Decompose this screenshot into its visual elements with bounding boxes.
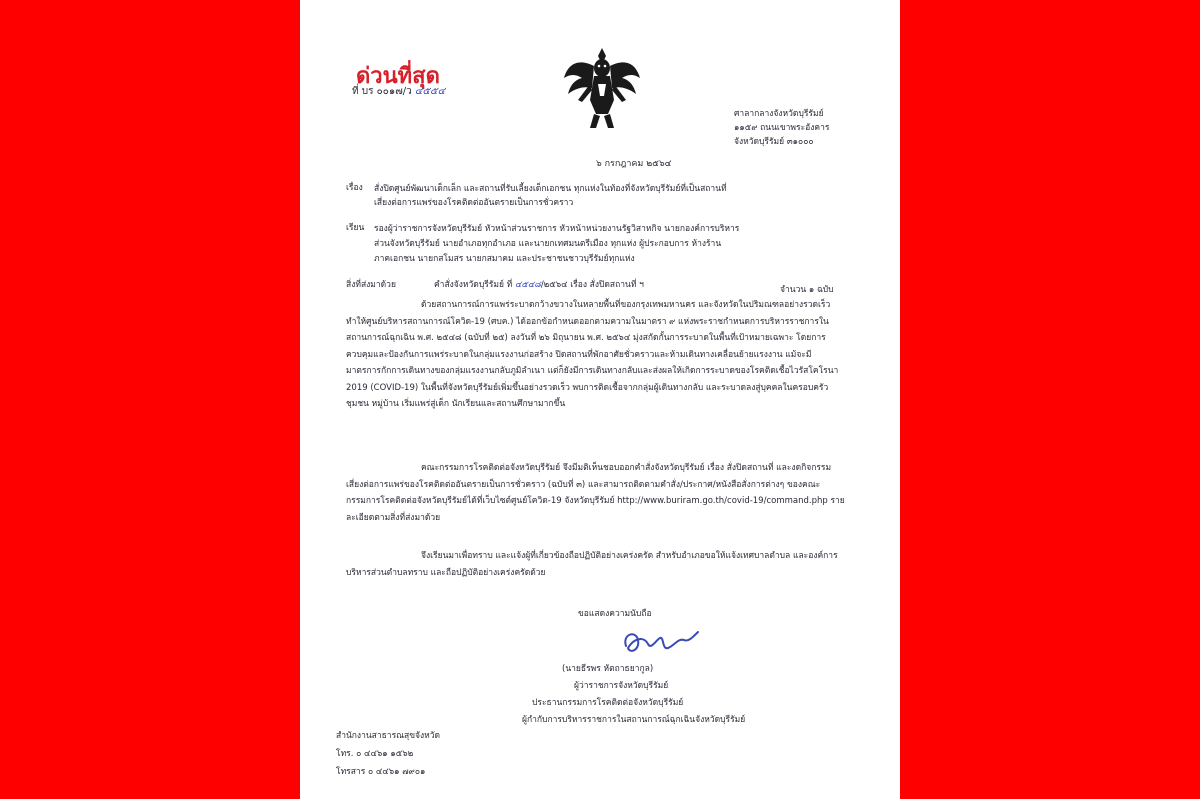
address-line: จังหวัดบุรีรัมย์ ๓๑๐๐๐ [734, 137, 814, 147]
body-paragraph-3: จึงเรียนมาเพื่อทราบ และแจ้งผู้ที่เกี่ยวข้องถือปฏิบัติอย่างเคร่งครัด สำหรับอำเภอขอให้แจ้งเทศบาลตำบล และองค์การบริหารส่วนตำบลทราบ และถือปฏิบัติอย่างเคร่งครัดด้วย [346, 551, 838, 578]
recipient-text [374, 222, 739, 267]
sender-address [734, 107, 829, 149]
document-number-value: ๔๕๕๔ [414, 86, 446, 97]
address-line: ๑๑๕๙ ถนนเขาพระอังคาร [734, 123, 830, 133]
enclosure-number: ๔๕๔๘ [514, 280, 541, 290]
footer-fax: โทรสาร ๐ ๔๔๖๑ ๗๙๐๑ [336, 767, 426, 777]
body-paragraph-2: คณะกรรมการโรคติดต่อจังหวัดบุรีรัมย์ จึงมีมติเห็นชอบออกคำสั่งจังหวัดบุรีรัมย์ เรื่อง สั่งปิดสถานที่ และงดกิจกรรมเสี่ยงต่อการแพร่ของโรคติดต่ออันตรายเป็นการชั่วคราว (ฉบับที่ ๓) และสามารถติดตามคำสั่ง/ประกาศ/หนังสือสั่งการต่างๆ ของคณะกรรมการโรคติดต่อจังหวัดบุรีรัมย์ได้ที่เว็บไซต์ศูนย์โควิด-19 จังหวัดบุรีรัมย์ http://www.buriram.go.th/covid-19/command.php รายละเอียดตามสิ่งที่ส่งมาด้วย [346, 463, 845, 523]
enclosure-count: จำนวน ๑ ฉบับ [780, 285, 834, 295]
signer-name: (นายธีรพร หัตถาธยากูล) [562, 664, 654, 674]
letter-page [300, 0, 900, 799]
urgent-label: ด่วนที่สุด [356, 63, 440, 89]
recipient-label: เรียน [346, 223, 365, 233]
footer-office: สำนักงานสาธารณสุขจังหวัด [336, 731, 441, 741]
signer-title: ประธานกรรมการโรคติดต่อจังหวัดบุรีรัมย์ [532, 698, 684, 708]
body-paragraph-1: ด้วยสถานการณ์การแพร่ระบาดกว้างขวางในหลายพื้นที่ของกรุงเทพมหานคร และจังหวัดในปริมณฑลอย่างรวดเร็ว ทำให้ศูนย์บริหารสถานการณ์โควิด-19 (ศบค.) ได้ออกข้อกำหนดออกตามความในมาตรา ๙ แห่งพระราชกำหนดการบริหารราชการในสถานการณ์ฉุกเฉิน พ.ศ. ๒๕๔๘ (ฉบับที่ ๒๕) ลงวันที่ ๒๖ มิถุนายน พ.ศ. ๒๕๖๔ มุ่งสกัดกั้นการระบาดในพื้นที่เป้าหมายเฉพาะ โดยการควบคุมและป้องกันการแพร่ระบาดในกลุ่มแรงงานก่อสร้าง ปิดสถานที่พักอาศัยชั่วคราวและห้ามเดินทางเคลื่อนย้ายแรงงาน แม้จะมีมาตรการกักการเดินทางของกลุ่มแรงงานกลับภูมิลำเนา แต่ก็ยังมีการเดินทางกลับและส่งผลให้เกิดการระบาดของโรคติดเชื้อไวรัสโคโรนา 2019 (COVID-19) ในพื้นที่จังหวัดบุรีรัมย์เพิ่มขึ้นอย่างรวดเร็ว พบการติดเชื้อจากกลุ่มผู้เดินทางกลับ และระบาดลงสู่บุคคลในครอบครัว ชุมชน หมู่บ้าน เริ่มแพร่สู่เด็ก นักเรียนและสถานศึกษามากขึ้น [346, 300, 839, 409]
recipient-line: ส่วนจังหวัดบุรีรัมย์ นายอำเภอทุกอำเภอ และนายกเทศมนตรีเมือง ทุกแห่ง ผู้ประกอบการ ห้างร้าน [374, 239, 722, 249]
enclosure-suffix: /๒๕๖๔ เรื่อง สั่งปิดสถานที่ ฯ [540, 280, 644, 290]
signature [618, 624, 704, 660]
subject-line: สั่งปิดศูนย์พัฒนาเด็กเล็ก และสถานที่รับเลี้ยงเด็กเอกชน ทุกแห่งในท้องที่จังหวัดบุรีรัมย์ที่เป็นสถานที่ [374, 184, 727, 194]
letter-date: ๖ กรกฎาคม ๒๕๖๔ [596, 159, 672, 169]
address-line: ศาลากลางจังหวัดบุรีรัมย์ [734, 109, 824, 119]
subject-line: เสี่ยงต่อการแพร่ของโรคติดต่ออันตรายเป็นการชั่วคราว [374, 198, 574, 208]
footer-phone: โทร. ๐ ๔๔๖๑ ๑๕๖๒ [336, 749, 414, 759]
document-number-prefix: ที่ บร ๐๐๑๗/ว [352, 86, 412, 97]
closing-greeting: ขอแสดงความนับถือ [578, 609, 652, 619]
subject-label: เรื่อง [346, 183, 363, 193]
document-number [352, 84, 445, 99]
recipient-line: รองผู้ว่าราชการจังหวัดบุรีรัมย์ หัวหน้าส่วนราชการ หัวหน้าหน่วยงานรัฐวิสาหกิจ นายกองค์การบริหาร [374, 224, 740, 234]
recipient-line: ภาคเอกชน นายกสโมสร นายกสมาคม และประชาชนชาวบุรีรัมย์ทุกแห่ง [374, 254, 635, 264]
subject-text [374, 182, 727, 210]
enclosure-text [434, 279, 644, 291]
signer-title: ผู้กำกับการบริหารราชการในสถานการณ์ฉุกเฉินจังหวัดบุรีรัมย์ [522, 715, 746, 725]
signer-title: ผู้ว่าราชการจังหวัดบุรีรัมย์ [574, 681, 669, 691]
enclosure-prefix: คำสั่งจังหวัดบุรีรัมย์ ที่ [434, 280, 513, 290]
garuda-emblem-icon [560, 44, 644, 132]
enclosure-label: สิ่งที่ส่งมาด้วย [346, 280, 396, 290]
